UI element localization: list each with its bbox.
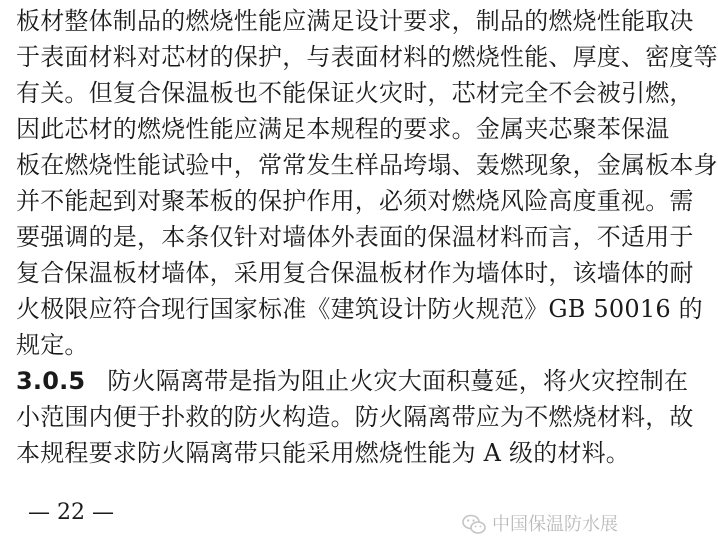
text-line: 复合保温板材墙体，采用复合保温板材作为墙体时，该墙体的耐 [16, 259, 694, 287]
text-line: 因此芯材的燃烧性能应满足本规程的要求。金属夹芯聚苯保温 [16, 115, 670, 143]
text-line: 于表面材料对芯材的保护，与表面材料的燃烧性能、厚度、密度等 [16, 43, 718, 71]
text-line: 规定。 [16, 331, 89, 359]
watermark [462, 512, 618, 538]
text-line: 小范围内便于扑救的防火构造。防火隔离带应为不燃烧材料，故 [16, 403, 694, 431]
text-line: 板材整体制品的燃烧性能应满足设计要求，制品的燃烧性能取决 [16, 7, 694, 35]
text-line: 有关。但复合保温板也不能保证火灾时，芯材完全不会被引燃， [16, 79, 694, 107]
text-line: 要强调的是，本条仅针对墙体外表面的保温材料而言，不适用于 [16, 223, 694, 251]
section-heading-line [16, 366, 689, 396]
wechat-icon [462, 514, 486, 536]
text-line: 并不能起到对聚苯板的保护作用，必须对燃烧风险高度重视。需 [16, 187, 694, 215]
text-line: 防火隔离带是指为阻止火灾大面积蔓延，将火灾控制在 [107, 367, 689, 395]
page-number: — 22 — [28, 500, 114, 525]
text-line: 板在燃烧性能试验中，常常发生样品垮塌、轰燃现象，金属板本身 [16, 151, 718, 179]
text-line: 本规程要求防火隔离带只能采用燃烧性能为 A 级的材料。 [16, 439, 630, 467]
watermark-text: 中国保温防水展 [492, 514, 618, 535]
text-line: 火极限应符合现行国家标准《建筑设计防火规范》GB 50016 的 [16, 295, 703, 323]
section-number: 3.0.5 [16, 367, 86, 395]
